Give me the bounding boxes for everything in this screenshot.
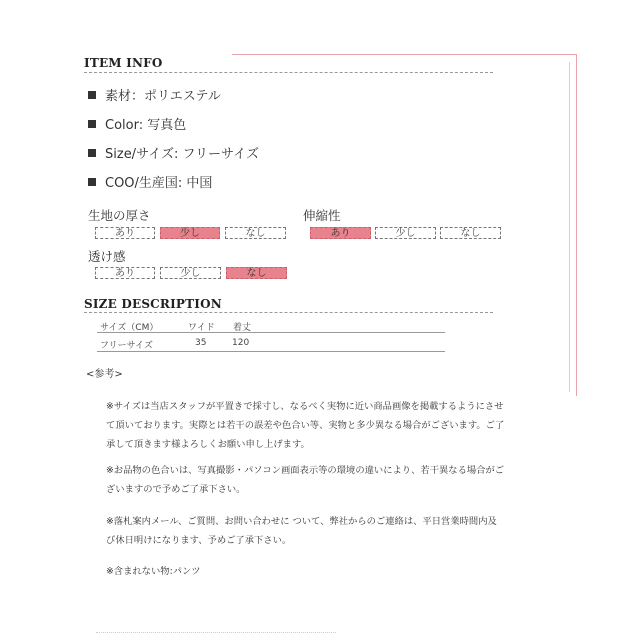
size-table-header-rule (97, 332, 445, 333)
item-info-title: ITEM INFO (84, 56, 163, 70)
thickness-option-ari: あり (95, 227, 155, 239)
frame-line-top (232, 54, 577, 55)
note-not-included: ※含まれない物:パンツ (106, 566, 201, 577)
bullet-square-icon (88, 91, 96, 99)
spec-material-text: 素材：ポリエステル (105, 89, 221, 104)
thickness-option-nashi: なし (225, 227, 286, 239)
bullet-square-icon (88, 178, 96, 186)
spec-size (88, 143, 259, 162)
sheer-option-ari: あり (95, 267, 155, 279)
size-table-cell-size: フリーサイズ (100, 341, 153, 351)
size-description-divider (84, 312, 493, 313)
stretch-label: 伸縮性 (303, 208, 341, 223)
thickness-label: 生地の厚さ (88, 208, 151, 223)
sheer-option-sukoshi: 少し (160, 267, 221, 279)
size-table-cell-length: 120 (232, 338, 250, 348)
spec-coo-text: COO/生産国: 中国 (105, 176, 213, 191)
bullet-square-icon (88, 120, 96, 128)
frame-line-right (576, 54, 577, 396)
stretch-option-nashi: なし (440, 227, 501, 239)
size-description-title: SIZE DESCRIPTION (84, 297, 222, 311)
sheer-label: 透け感 (88, 249, 126, 264)
note-color: ※お品物の色合いは、写真撮影・パソコン画面表示等の環境の違いにより、若干異なる場合がございますので予めご了承下さい。 (106, 465, 505, 495)
stretch-option-ari: あり (310, 227, 371, 239)
spec-color (88, 114, 186, 133)
item-info-divider (84, 72, 493, 73)
sheer-option-nashi: なし (226, 267, 287, 279)
thickness-option-sukoshi: 少し (160, 227, 220, 239)
size-table-cell-width: 35 (195, 338, 207, 348)
size-table-header-width: ワイド (188, 323, 215, 333)
size-table-row-rule (97, 351, 445, 352)
spec-material (88, 85, 221, 104)
stretch-option-sukoshi: 少し (375, 227, 436, 239)
note-measurement: ※サイズは当店スタッフが平置きで採寸し、なるべく実物に近い商品画像を掲載するようにさせて頂いております。実際とは若干の誤差や色合い等、実物と多少異なる場合がございます。ご了承して頂きます様よろしくお願い申し上げます。 (106, 401, 505, 450)
spec-color-text: Color: 写真色 (105, 118, 187, 133)
size-table-header-length: 着丈 (233, 323, 252, 333)
note-contact: ※落札案内メール、ご質問、お問い合わせに ついて、弊社からのご連絡は、平日営業時間内及び休日明けになります、予めご了承下さい。 (106, 516, 497, 546)
frame-line-right-inner (569, 62, 570, 392)
spec-size-text: Size/サイズ: フリーサイズ (105, 147, 259, 162)
reference-heading: <参考> (86, 369, 123, 380)
bullet-square-icon (88, 149, 96, 157)
size-table-header-size: サイズ（CM） (100, 323, 159, 333)
spec-coo (88, 172, 212, 191)
